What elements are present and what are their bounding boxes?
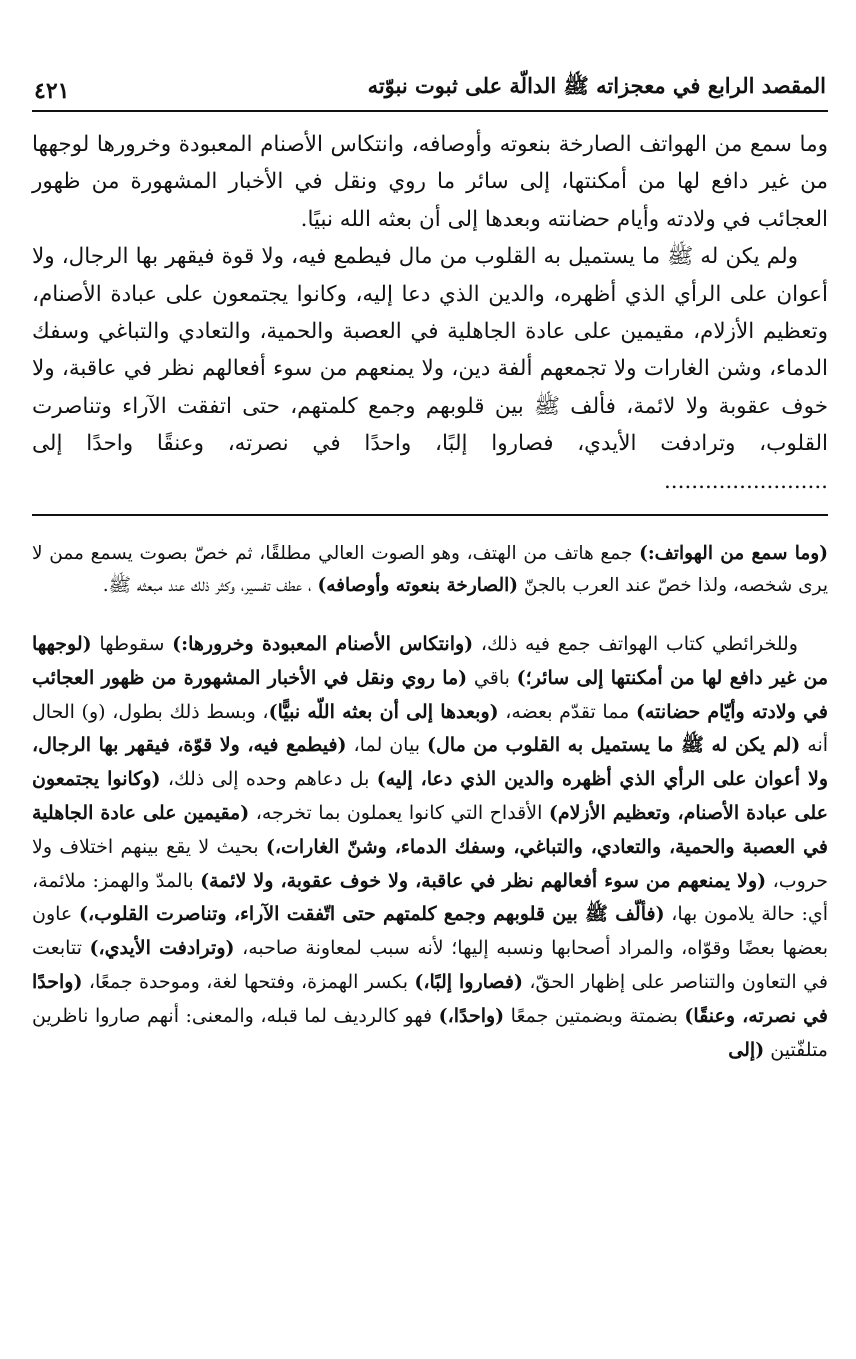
main-paragraph-2 xyxy=(32,238,828,500)
commentary-text: الأقداح التي كانوا يعملون بما تخرجه، xyxy=(249,802,549,825)
commentary-text: وللخرائطي كتاب الهواتف جمع فيه ذلك، xyxy=(473,633,798,656)
commentary-text: بحيث لا يقع بينهم اختلاف ولا حروب، xyxy=(32,835,829,892)
page-number: ٤٢١ xyxy=(34,78,70,104)
commentary-quoted-text: (فصاروا إلبًا،) xyxy=(414,971,523,994)
commentary-quoted-text: (لوجهها من غير دافع لها من أمكنتها إلى سائر؛) xyxy=(32,633,828,689)
commentary-quoted-text: (فألّف ﷺ بين قلوبهم وجمع كلمتهم حتى اتّفقت الآراء، وتناصرت القلوب،) xyxy=(78,903,665,926)
commentary-quoted-text: (واحدًا،) xyxy=(438,1004,505,1027)
commentary-text: بيان لما، xyxy=(346,734,427,757)
commentary-text: مما تقدّم بعضه، xyxy=(498,700,636,723)
commentary-quoted-text: (مقيمين على عادة الجاهلية في العصبة والحمية، والتعادي، والتباغي، وسفك الدماء، وشنّ الغارات،) xyxy=(32,802,828,858)
main-text xyxy=(32,126,828,500)
section-divider xyxy=(32,514,828,516)
commentary-text: بكسر الهمزة، وفتحها لغة، وموحدة جمعًا، xyxy=(82,971,415,994)
commentary-text: عاون بعضها بعضًا وقوّاه، والمراد أصحابها ونسبه إليها؛ لأنه سبب لمعاونة صاحبه، xyxy=(32,903,828,960)
main-paragraph-2-text: ولم يكن له ﷺ ما يستميل به القلوب من مال فيطمع فيه، ولا قوة فيقهر بها الرجال، ولا أعوان على الرأي الذي أظهره، والدين الذي دعا إليه، وكانوا يجتمعون على عبادة الأصنام، وتعظيم الأزلام، مقيمين على عادة الجاهلية في العصبة والحمية، والتعادي والتباغي وسفك الدماء، وشن الغارات ولا تجمعهم ألفة دين، ولا يمنعهم من سوء أفعالهم نظر في عاقبة، ولا خوف عقوبة ولا لائمة، فألف ﷺ بين قلوبهم وجمع كلمتهم، حتى اتفقت الآراء وتناصرت القلوب، وترادفت الأيدي، فصاروا إلبًا، واحدًا في نصرته، وعنقًا واحدًا إلى xyxy=(32,244,828,457)
commentary-quoted-text: (وترادفت الأيدي،) xyxy=(89,937,235,960)
commentary-text: فهو كالرديف لما قبله، والمعنى: أنهم صاروا ناظرين متلفّتين xyxy=(32,1004,828,1061)
commentary-text: ، وبسط ذلك بطول، (و) الحال أنه xyxy=(32,700,829,757)
commentary-quoted-text: (ولا يمنعهم من سوء أفعالهم نظر في عاقبة، ولا خوف عقوبة، ولا لائمة) xyxy=(200,869,767,892)
commentary-quoted-text: (وانتكاس الأصنام المعبودة وخرورها:) xyxy=(172,633,474,656)
footnote-quoted-text: (الصارخة بنعوته وأوصافه) xyxy=(317,575,518,597)
commentary-text: تتابعت في التعاون والتناصر على إظهار الحقّ، xyxy=(32,937,829,994)
commentary-text: بضمتة وبضمتين جمعًا xyxy=(504,1004,685,1027)
main-paragraph-1: وما سمع من الهواتف الصارخة بنعوته وأوصافه، وانتكاس الأصنام المعبودة وخرورها لوجهها من غير دافع لها من أمكنتها، إلى سائر ما روي ونقل في الأخبار المشهورة من ظهور العجائب في ولادته وأيام حضانته وبعدها إلى أن بعثه الله نبيًا. xyxy=(32,132,828,232)
commentary-text: بل دعاهم وحده إلى ذلك، xyxy=(160,768,377,791)
commentary-quoted-text: (إلى xyxy=(728,1038,765,1061)
commentary-quoted-text: (فيطمع فيه، ولا قوّة، فيقهر بها الرجال، ولا أعوان على الرأي الذي أظهره والدين الذي دعا، إليه) xyxy=(32,734,828,791)
book-page xyxy=(32,52,828,1348)
footnote-text: جمع هاتف من الهتف، وهو الصوت العالي مطلقًا، ثم خصّ بصوت يسمع ممن لا يرى شخصه، ولذا خصّ عند العرب بالجنّ xyxy=(32,543,828,597)
commentary-paragraph xyxy=(32,628,828,1067)
running-title: المقصد الرابع في معجزاته ﷺ الدالّة على ثبوت نبوّته xyxy=(367,73,826,98)
footnote-block xyxy=(32,538,828,602)
footnote-paragraph xyxy=(32,538,828,602)
commentary-text: سقوطها xyxy=(91,633,173,656)
commentary-quoted-text: (وبعدها إلى أن بعثه اللّه نبيًّا) xyxy=(268,700,499,723)
commentary-quoted-text: (لم يكن له ﷺ ما يستميل به القلوب من مال) xyxy=(426,734,801,757)
page-header xyxy=(32,52,828,112)
commentary-quoted-text: (ما روي ونقل في الأخبار المشهورة من ظهور العجائب في ولادته وأيّام حضانته) xyxy=(32,666,828,723)
commentary-quoted-text: (واحدًا في نصرته، وعنقًا) xyxy=(32,971,829,1027)
commentary-quoted-text: (وكانوا يجتمعون على عبادة الأصنام، وتعظيم الأزلام) xyxy=(32,768,828,825)
commentary-text: باقي xyxy=(467,666,517,689)
commentary-block xyxy=(32,628,828,1067)
commentary-text: بالمدّ والهمز: ملائمة، أي: حالة يلامون بها، xyxy=(32,869,829,926)
continuation-dots: ........................ xyxy=(663,468,828,494)
footnote-text: ، عطف تفسير، وكثر ذلك عند مبعثه ﷺ. xyxy=(102,575,318,597)
footnote-quoted-text: (وما سمع من الهواتف:) xyxy=(639,543,828,565)
